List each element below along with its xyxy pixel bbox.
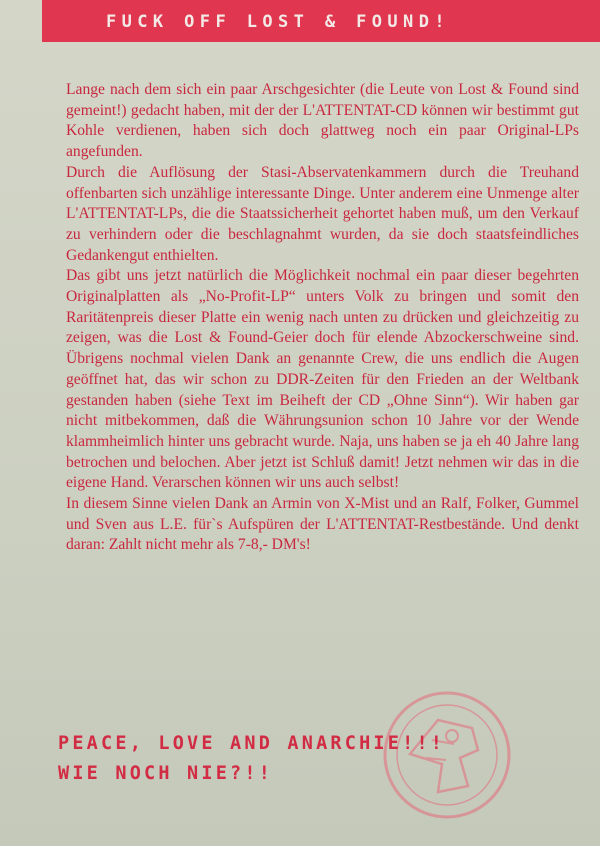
footer-slogan-line-1: PEACE, LOVE AND ANARCHIE!!! [58, 733, 446, 754]
paragraph-1: Lange nach dem sich ein paar Arschgesichter (die Leute von Lost & Found sind gemeint!) gedacht haben, mit der der L'ATTENTAT-CD können wir bestimmt gut Kohle verdienen, haben sich doch glattweg noch ein paar Original-LPs angefunden. [66, 81, 579, 161]
paragraph-4: In diesem Sinne vielen Dank an Armin von X-Mist und an Ralf, Folker, Gummel und Sven aus L.E. für`s Aufspüren der L'ATTENTAT-Restbestände. Und denkt daran: Zahlt nicht mehr als 7-8,- DM's! [66, 495, 579, 554]
header-banner [42, 0, 600, 42]
paragraph-2: Durch die Auflösung der Stasi-Abservatenkammern durch die Treuhand offenbarten sich unzählige interessante Dinge. Unter anderem eine Unmenge alter L'ATTENTAT-LPs, die die Staatssicherheit gehortet haben muß, um den Verkauf zu verhindern oder die beschlagnahmt wurden, da sie doch staatsfeindliches Gedankengut enthielten. [66, 163, 579, 264]
footer-slogan-line-2: WIE NOCH NIE?!! [58, 763, 274, 784]
circular-stamp-icon [380, 688, 514, 822]
letter-body [66, 80, 579, 556]
header-title: FUCK OFF LOST & FOUND! [106, 12, 450, 32]
paragraph-3: Das gibt uns jetzt natürlich die Möglichkeit nochmal ein paar dieser begehrten Originalplatten als „No-Profit-LP“ unters Volk zu bringen und somit den Raritätenpreis dieser Platte ein wenig nach unten zu drücken und gleichzeitig zu zeigen, was die Lost & Found-Geier doch für elende Abzockerschweine sind. Übrigens nochmal vielen Dank an genannte Crew, die uns endlich die Augen geöffnet hat, das wir schon zu DDR-Zeiten für den Frieden an der Weltbank gestanden haben (siehe Text im Beiheft der CD „Ohne Sinn“). Wir haben gar nicht mitbekommen, daß die Währungsunion schon 10 Jahre vor der Wende klammheimlich hinter uns gebracht wurde. Naja, uns haben se ja eh 40 Jahre lang betrochen und belochen. Aber jetzt ist Schluß damit! Jetzt nehmen wir das in die eigene Hand. Verarschen können wir uns auch selbst! [66, 267, 579, 492]
